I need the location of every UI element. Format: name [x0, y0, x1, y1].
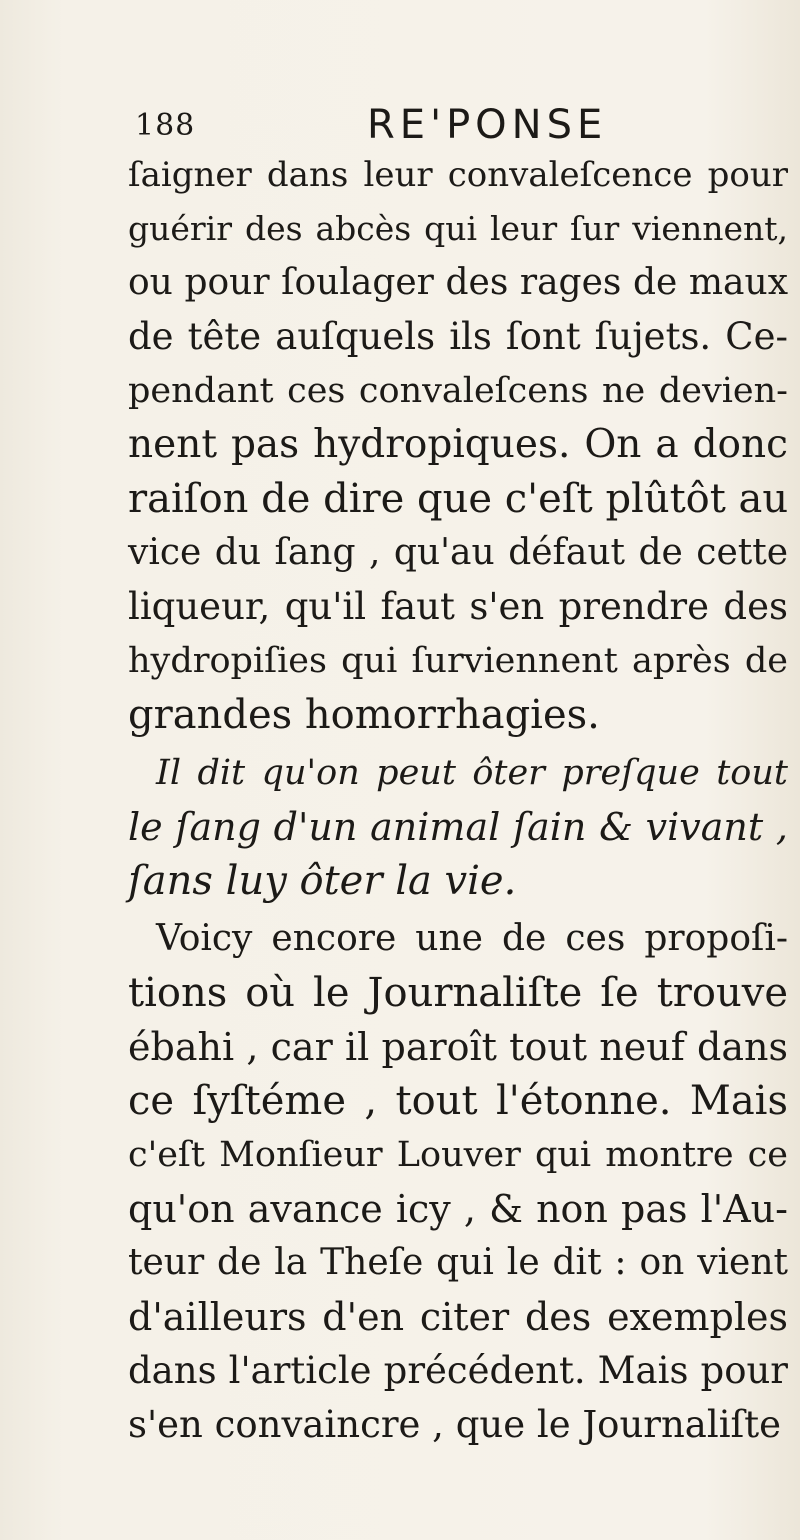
page-body — [128, 148, 788, 1452]
text-line: c'eſt Monſieur Louver qui montre ce — [128, 1135, 788, 1175]
text-line: ce ſyſtéme , tout l'étonne. Mais — [128, 1078, 788, 1124]
page-number: 188 — [135, 108, 196, 143]
quoted-proposition — [128, 746, 788, 908]
text-line: de tête auſquels ils ſont ſujets. Ce- — [128, 315, 788, 358]
text-line: d'ailleurs d'en citer des exemples — [128, 1295, 788, 1339]
quote-line: ſans luy ôter la vie. — [128, 858, 517, 904]
text-line: nent pas hydropiques. On a donc — [128, 422, 788, 467]
text-line: ou pour ſoulager des rages de maux — [128, 262, 788, 303]
text-line: liqueur, qu'il faut s'en prendre des — [128, 585, 788, 628]
text-line: ſaigner dans leur convaleſcence pour — [128, 155, 788, 195]
text-line: vice du ſang , qu'au défaut de cette — [128, 532, 788, 573]
text-line: hydropiſies qui ſurviennent après de — [128, 641, 788, 681]
text-line: teur de la Theſe qui le dit : on vient — [128, 1242, 788, 1283]
quote-line: Il dit qu'on peut ôter preſque tout — [156, 753, 788, 793]
text-line: raiſon de dire que c'eſt plûtôt au — [128, 476, 789, 522]
quote-line: le ſang d'un animal ſain & vivant , — [128, 805, 788, 849]
text-line: ébahi , car il paroît tout neuf dans — [128, 1025, 788, 1069]
paragraph-1 — [128, 148, 788, 742]
text-line: Voicy encore une de ces propoſi- — [156, 918, 788, 959]
paragraph-2 — [128, 912, 788, 1452]
page-header — [135, 102, 775, 148]
text-line: qu'on avance icy , & non pas l'Au- — [128, 1187, 788, 1231]
text-line: dans l'article précédent. Mais pour — [128, 1349, 788, 1392]
running-title: RE'PONSE — [367, 102, 608, 148]
text-line: tions où le Journaliſte ſe trouve — [128, 970, 788, 1016]
text-line: grandes homorrhagies. — [128, 692, 600, 738]
text-line: pendant ces convaleſcens ne devien- — [128, 371, 788, 411]
text-line: guérir des abcès qui leur ſur viennent, — [128, 209, 788, 248]
text-line: s'en convaincre , que le Journaliſte — [128, 1403, 781, 1446]
